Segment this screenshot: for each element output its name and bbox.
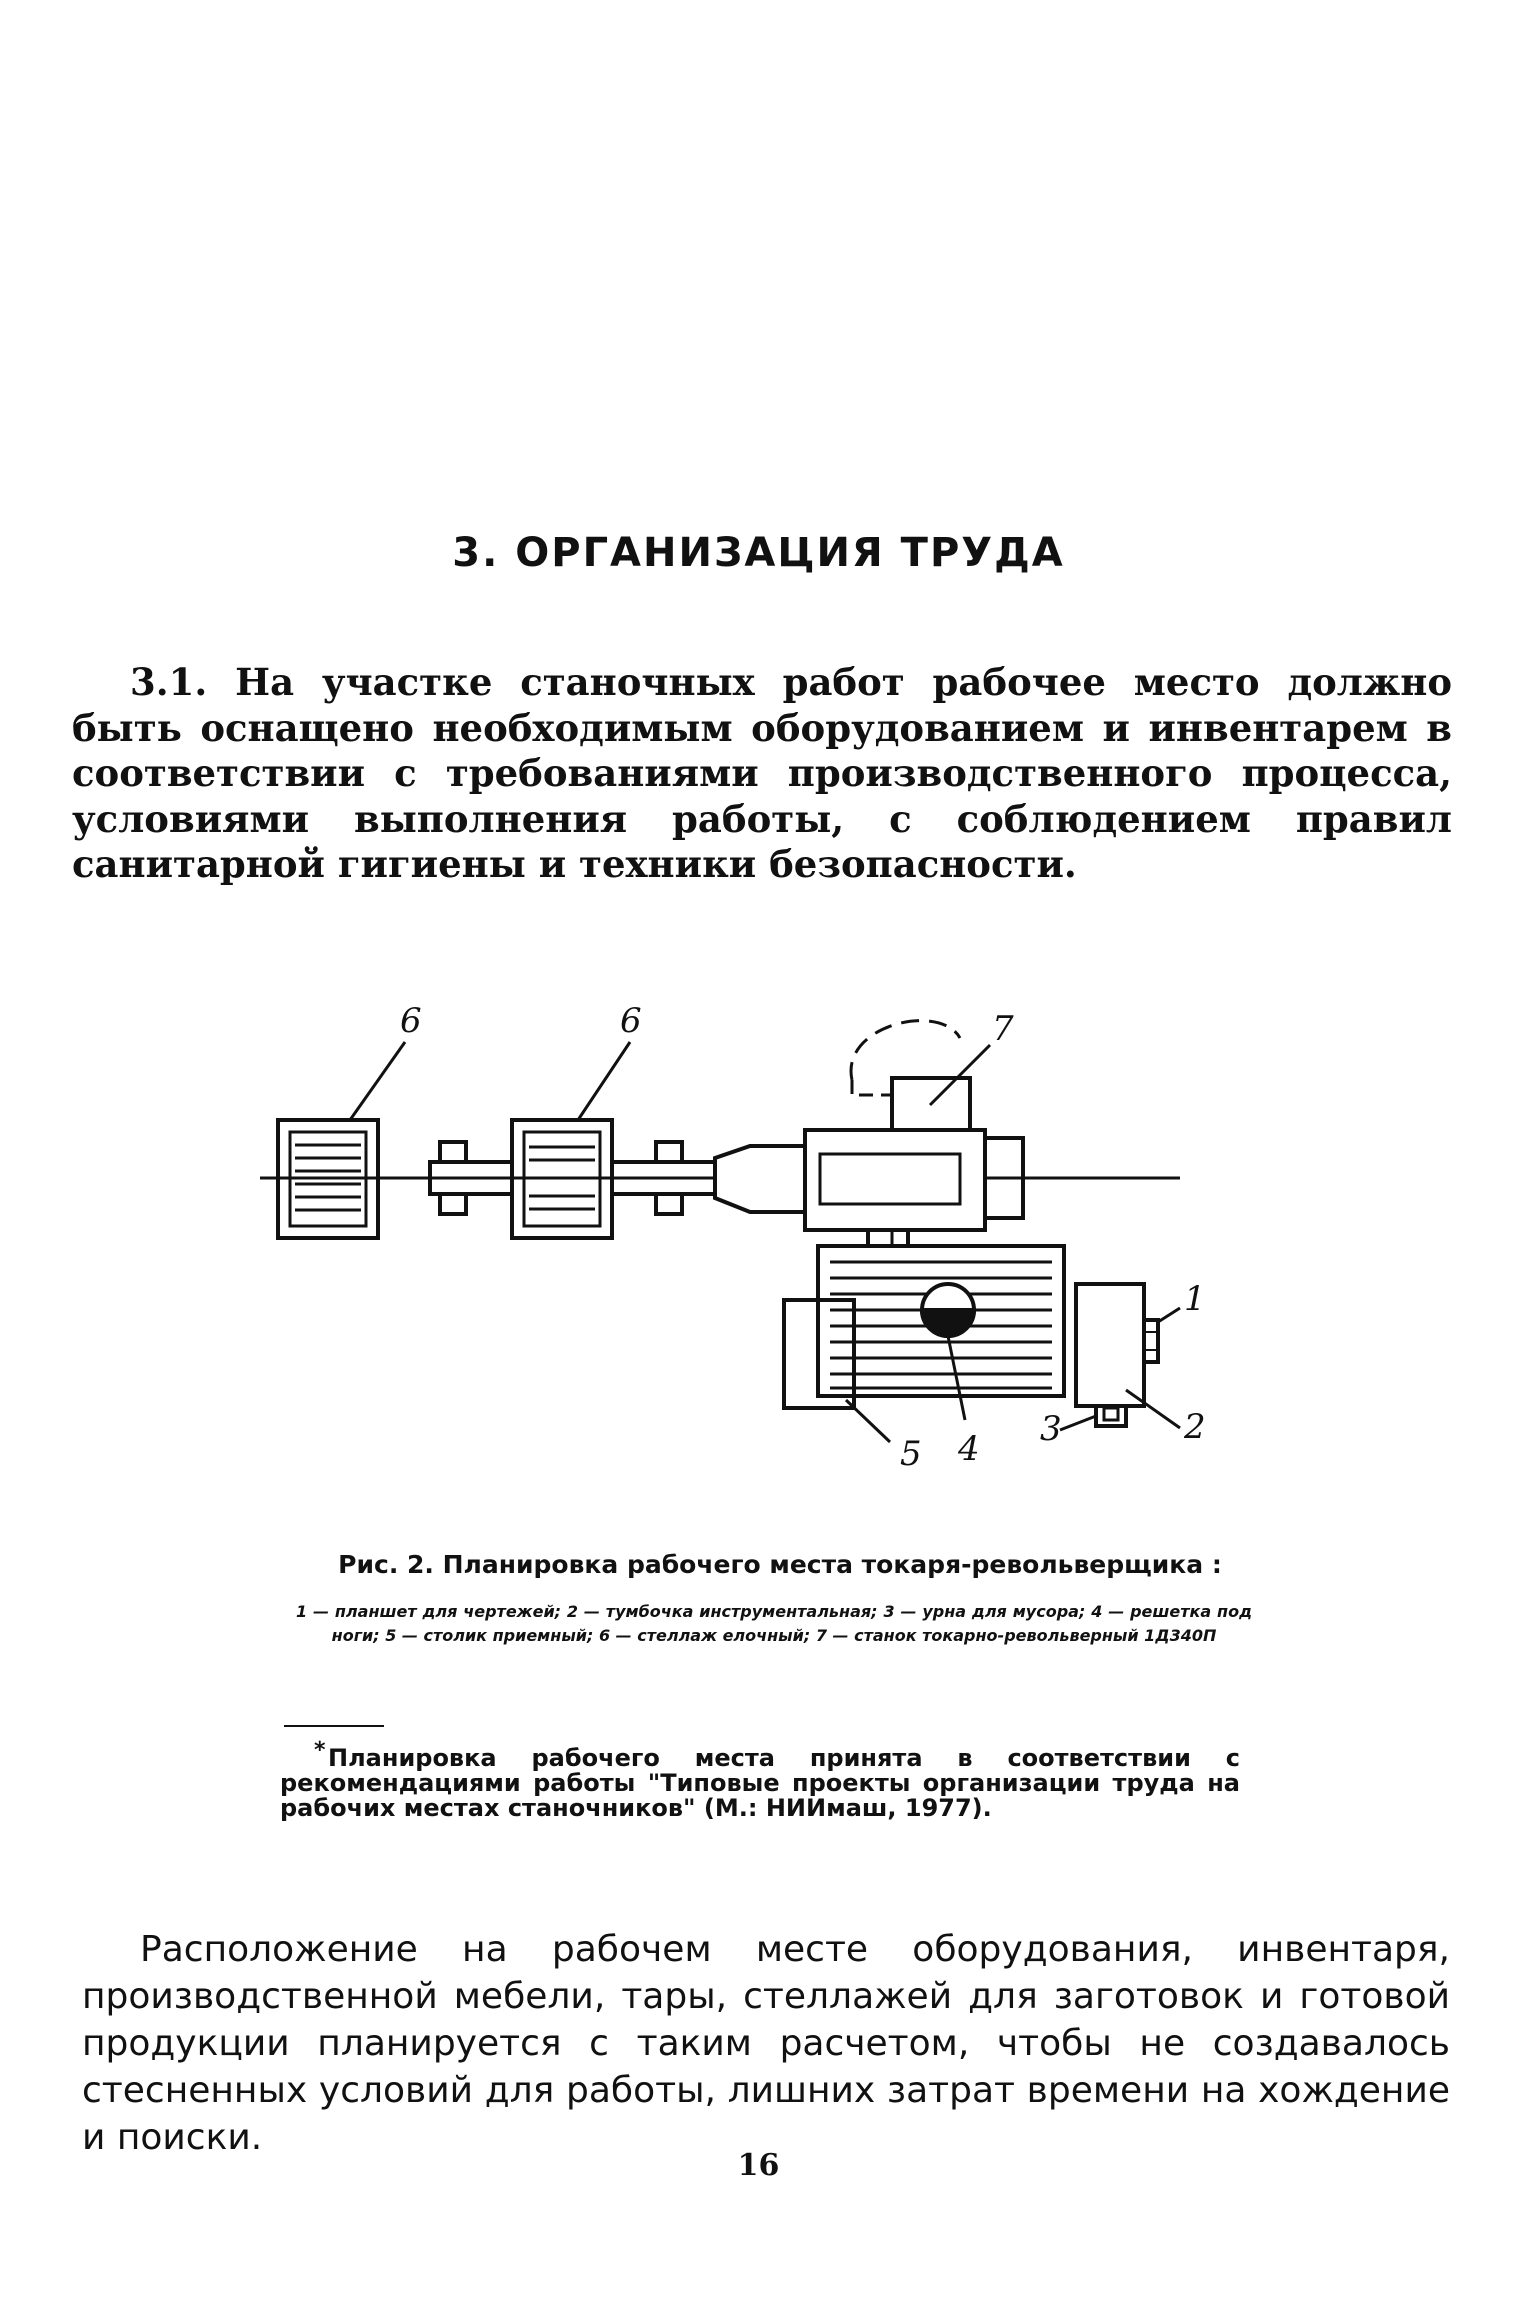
footnote-text: Планировка рабочего места принята в соответствии с рекомендациями работы "Типовые проекты организации труда на рабочих местах станочников" (М.: НИИмаш, 1977).: [280, 1744, 1240, 1822]
workplace-layout-figure: [240, 990, 1240, 1510]
lathe-machine: [715, 1021, 1023, 1246]
paragraph-layout: Расположение на рабочем месте оборудования, инвентаря, производственной мебели, тары, стеллажей для заготовок и готовой продукции планируется с таким расчетом, чтобы не создавалось стесненных условий для работы, лишних затрат времени на хождение и поиски.: [82, 1929, 1450, 2158]
leader-1: [1158, 1308, 1180, 1322]
callout-1: 1: [1184, 1279, 1206, 1319]
figure-caption: Рис. 2. Планировка рабочего места токаря-револьверщика :: [338, 1550, 1222, 1579]
leader-6a: [350, 1042, 405, 1120]
callout-3: 3: [1040, 1409, 1062, 1449]
callout-6b: 6: [620, 1001, 642, 1041]
callout-7: 7: [992, 1009, 1014, 1049]
callout-6a: 6: [400, 1001, 422, 1041]
rack-middle: [512, 1120, 612, 1238]
figure-legend: 1 — планшет для чертежей; 2 — тумбочка инструментальная; 3 — урна для мусора; 4 — решетка под ноги; 5 — столик приемный; 6 — стеллаж елочный; 7 — станок токарно-револьверный 1Д340П: [296, 1602, 1252, 1645]
page-number: 16: [737, 2148, 780, 2183]
callout-2: 2: [1184, 1407, 1206, 1447]
leader-3: [1060, 1416, 1096, 1430]
leader-6b: [578, 1042, 630, 1120]
footnote-mark: *: [314, 1738, 326, 1763]
paragraph-3-1: 3.1. На участке станочных работ рабочее место должно быть оснащено необходимым оборудованием и инвентарем в соответствии с требованиями производственного процесса, условиями выполнения работы, с соблюдением правил санитарной гигиены и техники безопасности.: [72, 660, 1452, 886]
section-heading: 3. ОРГАНИЗАЦИЯ ТРУДА: [452, 530, 1065, 576]
footnote: [280, 1738, 1240, 1822]
leader-2: [1126, 1390, 1180, 1428]
leader-5: [846, 1400, 890, 1442]
callout-5: 5: [900, 1434, 922, 1474]
callout-4: 4: [958, 1429, 980, 1469]
footnote-rule: [284, 1725, 384, 1727]
